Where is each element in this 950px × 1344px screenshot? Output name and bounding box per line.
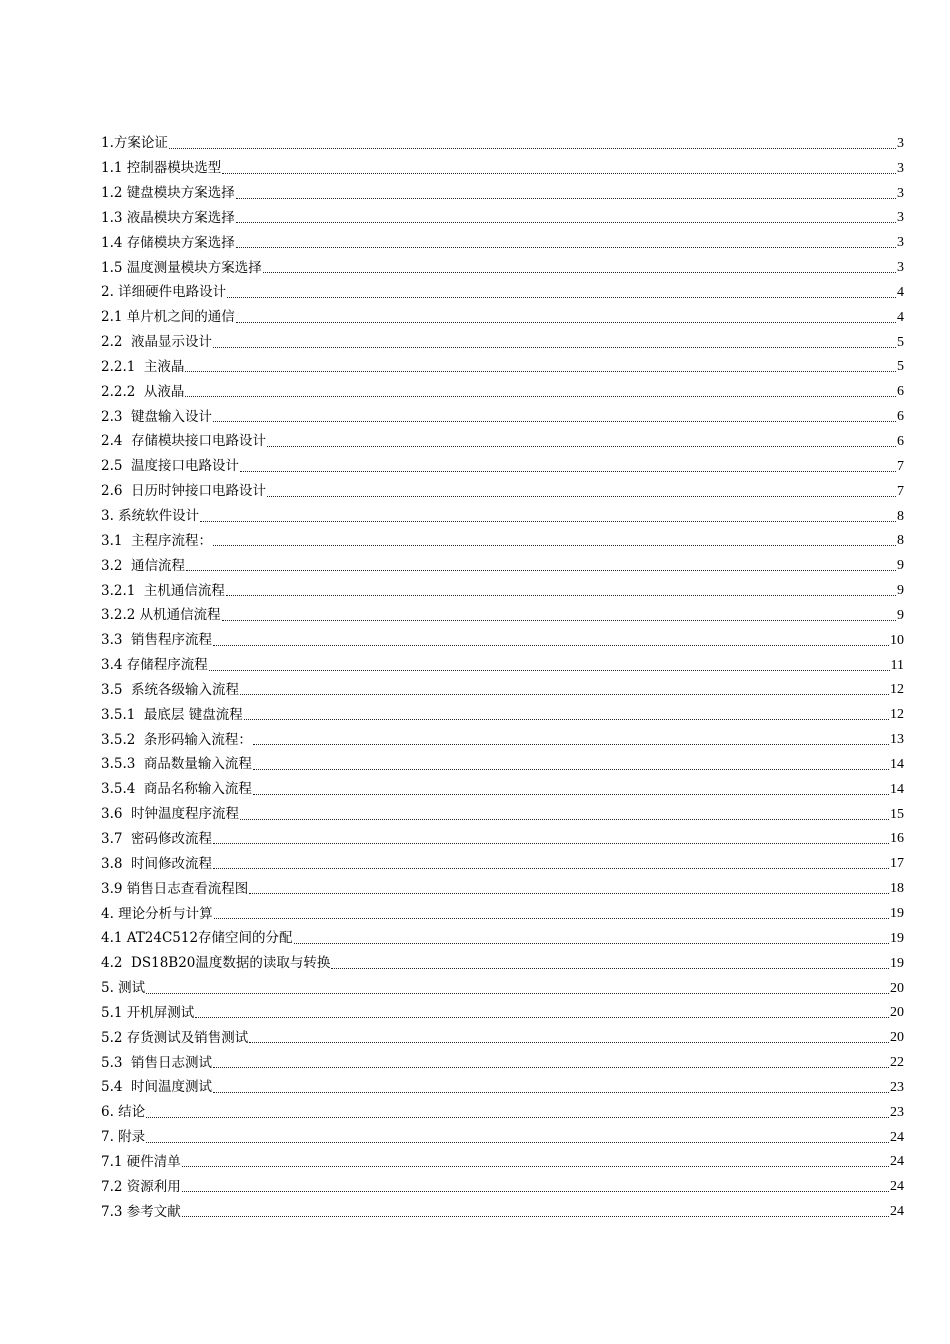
toc-entry-title: 3.2.2 从机通信流程 bbox=[101, 607, 221, 624]
toc-entry-page-number: 24 bbox=[890, 1129, 904, 1145]
toc-dot-leader bbox=[244, 718, 889, 720]
toc-entry-page-number: 20 bbox=[890, 980, 904, 996]
toc-entry-page-number: 3 bbox=[897, 235, 904, 251]
toc-entry-title: 5.2 存货测试及销售测试 bbox=[101, 1029, 249, 1046]
toc-entry[interactable] bbox=[101, 797, 904, 822]
toc-entry-page-number: 14 bbox=[890, 781, 904, 797]
toc-entry[interactable] bbox=[101, 697, 904, 722]
toc-dot-leader bbox=[253, 768, 889, 770]
toc-entry-page-number: 3 bbox=[897, 160, 904, 176]
toc-dot-leader bbox=[213, 420, 896, 422]
toc-entry[interactable] bbox=[101, 300, 904, 325]
toc-entry[interactable] bbox=[101, 275, 904, 300]
toc-entry-page-number: 4 bbox=[897, 309, 904, 325]
toc-entry-title: 3.5.4 商品名称输入流程 bbox=[101, 781, 252, 798]
toc-entry-page-number: 16 bbox=[890, 831, 904, 847]
toc-dot-leader bbox=[240, 470, 896, 472]
toc-entry-title: 5.3 销售日志测试 bbox=[101, 1054, 213, 1071]
toc-entry[interactable] bbox=[101, 971, 904, 996]
toc-entry-title: 7.3 参考文献 bbox=[101, 1203, 181, 1220]
toc-dot-leader bbox=[146, 992, 889, 994]
toc-dot-leader bbox=[213, 644, 889, 646]
toc-dot-leader bbox=[146, 1116, 889, 1118]
toc-entry-title: 3.5.2 条形码输入流程： bbox=[101, 731, 252, 748]
toc-entry-title: 6. 结论 bbox=[101, 1104, 146, 1121]
toc-entry-page-number: 22 bbox=[890, 1055, 904, 1071]
toc-entry[interactable] bbox=[101, 250, 904, 275]
toc-entry-page-number: 19 bbox=[890, 906, 904, 921]
toc-entry[interactable] bbox=[101, 1045, 904, 1070]
toc-entry[interactable] bbox=[101, 126, 904, 151]
toc-dot-leader bbox=[182, 1215, 889, 1217]
toc-dot-leader bbox=[169, 147, 896, 149]
toc-dot-leader bbox=[240, 693, 889, 695]
toc-entry-title: 3.3 销售程序流程 bbox=[101, 632, 213, 649]
toc-entry-page-number: 24 bbox=[890, 1179, 904, 1195]
toc-dot-leader bbox=[213, 842, 889, 844]
toc-dot-leader bbox=[182, 1165, 889, 1167]
toc-entry-page-number: 19 bbox=[890, 955, 904, 971]
toc-entry[interactable] bbox=[101, 623, 904, 648]
toc-entry-title: 1.5 温度测量模块方案选择 bbox=[101, 259, 262, 276]
toc-entry-page-number: 4 bbox=[897, 284, 904, 300]
toc-dot-leader bbox=[213, 544, 896, 546]
toc-entry[interactable] bbox=[101, 1070, 904, 1095]
toc-dot-leader bbox=[253, 743, 889, 745]
toc-dot-leader bbox=[195, 1016, 889, 1018]
toc-entry[interactable] bbox=[101, 996, 904, 1021]
toc-entry-title: 1.1 控制器模块选型 bbox=[101, 160, 222, 177]
toc-entry-page-number: 24 bbox=[890, 1154, 904, 1170]
toc-entry-title: 3.5.1 最底层 键盘流程 bbox=[101, 706, 243, 723]
toc-entry[interactable] bbox=[101, 524, 904, 549]
toc-entry-title: 3.5 系统各级输入流程 bbox=[101, 681, 240, 698]
toc-entry-title: 2.2.2 从液晶 bbox=[101, 383, 185, 400]
toc-entry[interactable] bbox=[101, 176, 904, 201]
toc-entry-page-number: 14 bbox=[890, 756, 904, 772]
toc-entry-title: 3.8 时间修改流程 bbox=[101, 855, 213, 872]
toc-dot-leader bbox=[185, 395, 896, 397]
toc-entry-title: 2.3 键盘输入设计 bbox=[101, 408, 213, 425]
toc-entry-page-number: 11 bbox=[890, 657, 904, 673]
toc-dot-leader bbox=[267, 445, 896, 447]
toc-dot-leader bbox=[213, 867, 889, 869]
toc-entry-title: 3.2 通信流程 bbox=[101, 557, 186, 574]
toc-entry-title: 7.1 硬件清单 bbox=[101, 1153, 181, 1170]
toc-entry-title: 2.1 单片机之间的通信 bbox=[101, 309, 235, 326]
toc-entry[interactable] bbox=[101, 374, 904, 399]
toc-entry-page-number: 7 bbox=[897, 483, 904, 499]
toc-entry-page-number: 15 bbox=[890, 806, 904, 822]
toc-dot-leader bbox=[227, 296, 896, 298]
toc-entry-title: 2.5 温度接口电路设计 bbox=[101, 458, 240, 475]
toc-entry[interactable] bbox=[101, 673, 904, 698]
toc-entry-page-number: 24 bbox=[890, 1204, 904, 1220]
toc-entry-title: 2.2 液晶显示设计 bbox=[101, 334, 213, 351]
toc-entry-title: 2.2.1 主液晶 bbox=[101, 358, 185, 375]
table-of-contents bbox=[101, 126, 904, 1219]
toc-entry-page-number: 6 bbox=[897, 433, 904, 449]
toc-entry-title: 3.1 主程序流程： bbox=[101, 532, 213, 549]
toc-entry[interactable] bbox=[101, 1194, 904, 1219]
toc-entry-page-number: 12 bbox=[890, 682, 904, 698]
toc-dot-leader bbox=[263, 271, 896, 273]
toc-entry-page-number: 8 bbox=[897, 508, 904, 524]
toc-entry-page-number: 8 bbox=[897, 533, 904, 549]
toc-entry-title: 4.2 DS18B20温度数据的读取与转换 bbox=[101, 955, 331, 972]
toc-entry[interactable] bbox=[101, 1020, 904, 1045]
toc-entry-title: 5. 测试 bbox=[101, 980, 146, 997]
toc-dot-leader bbox=[267, 495, 896, 497]
toc-entry[interactable] bbox=[101, 1120, 904, 1145]
toc-dot-leader bbox=[249, 1041, 889, 1043]
toc-entry-page-number: 23 bbox=[890, 1104, 904, 1120]
toc-dot-leader bbox=[182, 1190, 889, 1192]
toc-entry-page-number: 23 bbox=[890, 1079, 904, 1095]
toc-dot-leader bbox=[214, 917, 889, 919]
toc-dot-leader bbox=[200, 520, 896, 522]
toc-dot-leader bbox=[222, 172, 896, 174]
toc-dot-leader bbox=[226, 594, 896, 596]
toc-entry-title: 3.5.3 商品数量输入流程 bbox=[101, 756, 252, 773]
toc-entry[interactable] bbox=[101, 598, 904, 623]
toc-entry[interactable] bbox=[101, 399, 904, 424]
toc-entry-title: 3.7 密码修改流程 bbox=[101, 830, 213, 847]
toc-entry-page-number: 9 bbox=[897, 583, 904, 599]
toc-entry-page-number: 12 bbox=[890, 707, 904, 723]
toc-entry-title: 4.1 AT24C512存储空间的分配 bbox=[101, 930, 293, 947]
toc-entry-title: 5.4 时间温度测试 bbox=[101, 1079, 213, 1096]
toc-dot-leader bbox=[236, 321, 896, 323]
toc-entry[interactable] bbox=[101, 1095, 904, 1120]
toc-entry-title: 1.2 键盘模块方案选择 bbox=[101, 185, 235, 202]
toc-dot-leader bbox=[236, 221, 896, 223]
toc-dot-leader bbox=[185, 370, 896, 372]
toc-entry[interactable] bbox=[101, 1145, 904, 1170]
toc-entry-title: 3. 系统软件设计 bbox=[101, 508, 200, 524]
toc-entry-page-number: 6 bbox=[897, 384, 904, 400]
toc-dot-leader bbox=[213, 346, 896, 348]
toc-entry-title: 1.4 存储模块方案选择 bbox=[101, 234, 235, 251]
toc-entry[interactable] bbox=[101, 449, 904, 474]
toc-entry[interactable] bbox=[101, 424, 904, 449]
toc-entry-title: 7.2 资源利用 bbox=[101, 1178, 181, 1195]
toc-dot-leader bbox=[222, 619, 896, 621]
toc-entry[interactable] bbox=[101, 151, 904, 176]
toc-entry[interactable] bbox=[101, 474, 904, 499]
toc-dot-leader bbox=[249, 892, 889, 894]
toc-dot-leader bbox=[186, 569, 896, 571]
toc-entry-title: 3.2.1 主机通信流程 bbox=[101, 582, 225, 599]
toc-entry-page-number: 5 bbox=[897, 334, 904, 350]
toc-entry-page-number: 3 bbox=[897, 135, 904, 151]
toc-entry-title: 2. 详细硬件电路设计 bbox=[101, 284, 227, 301]
toc-entry[interactable] bbox=[101, 573, 904, 598]
toc-dot-leader bbox=[146, 1141, 889, 1143]
toc-entry[interactable] bbox=[101, 722, 904, 747]
toc-entry-page-number: 3 bbox=[897, 210, 904, 226]
toc-dot-leader bbox=[294, 942, 889, 944]
toc-entry-page-number: 20 bbox=[890, 1005, 904, 1021]
toc-entry[interactable] bbox=[101, 648, 904, 673]
toc-entry[interactable] bbox=[101, 350, 904, 375]
toc-entry-page-number: 9 bbox=[897, 607, 904, 623]
toc-entry-title: 1.方案论证 bbox=[101, 135, 168, 152]
toc-entry[interactable] bbox=[101, 325, 904, 350]
toc-entry-title: 2.4 存储模块接口电路设计 bbox=[101, 433, 267, 450]
toc-entry[interactable] bbox=[101, 846, 904, 871]
toc-entry-title: 7. 附录 bbox=[101, 1129, 146, 1146]
toc-entry[interactable] bbox=[101, 772, 904, 797]
toc-entry-title: 2.6 日历时钟接口电路设计 bbox=[101, 483, 267, 500]
toc-entry[interactable] bbox=[101, 225, 904, 250]
toc-entry-page-number: 13 bbox=[890, 732, 904, 748]
toc-entry-page-number: 10 bbox=[890, 632, 904, 648]
toc-entry-page-number: 3 bbox=[897, 260, 904, 276]
toc-entry-page-number: 5 bbox=[897, 359, 904, 375]
toc-entry-title: 3.4 存储程序流程 bbox=[101, 657, 208, 674]
toc-entry-page-number: 17 bbox=[890, 856, 904, 872]
toc-entry-page-number: 18 bbox=[890, 881, 904, 897]
toc-entry[interactable] bbox=[101, 499, 904, 524]
toc-entry[interactable] bbox=[101, 747, 904, 772]
toc-entry[interactable] bbox=[101, 1169, 904, 1194]
toc-dot-leader bbox=[213, 1091, 889, 1093]
toc-entry-title: 3.6 时钟温度程序流程 bbox=[101, 806, 240, 823]
toc-dot-leader bbox=[236, 197, 896, 199]
toc-dot-leader bbox=[236, 246, 896, 248]
toc-entry-page-number: 19 bbox=[890, 930, 904, 946]
toc-entry[interactable] bbox=[101, 871, 904, 896]
toc-entry-page-number: 6 bbox=[897, 409, 904, 425]
toc-entry-page-number: 20 bbox=[890, 1030, 904, 1046]
toc-entry-page-number: 3 bbox=[897, 185, 904, 201]
toc-entry[interactable] bbox=[101, 201, 904, 226]
toc-entry-title: 5.1 开机屏测试 bbox=[101, 1004, 195, 1021]
toc-entry[interactable] bbox=[101, 896, 904, 921]
toc-entry[interactable] bbox=[101, 822, 904, 847]
toc-entry[interactable] bbox=[101, 946, 904, 971]
toc-dot-leader bbox=[213, 1066, 889, 1068]
toc-dot-leader bbox=[253, 793, 889, 795]
toc-entry-title: 3.9 销售日志查看流程图 bbox=[101, 880, 249, 897]
toc-entry[interactable] bbox=[101, 548, 904, 573]
toc-dot-leader bbox=[209, 669, 890, 671]
toc-entry-title: 4. 理论分析与计算 bbox=[101, 905, 213, 922]
toc-entry-page-number: 9 bbox=[897, 558, 904, 574]
toc-entry-title: 1.3 液晶模块方案选择 bbox=[101, 209, 235, 226]
toc-entry-page-number: 7 bbox=[897, 458, 904, 474]
toc-dot-leader bbox=[331, 967, 889, 969]
toc-dot-leader bbox=[240, 818, 889, 820]
toc-entry[interactable] bbox=[101, 921, 904, 946]
